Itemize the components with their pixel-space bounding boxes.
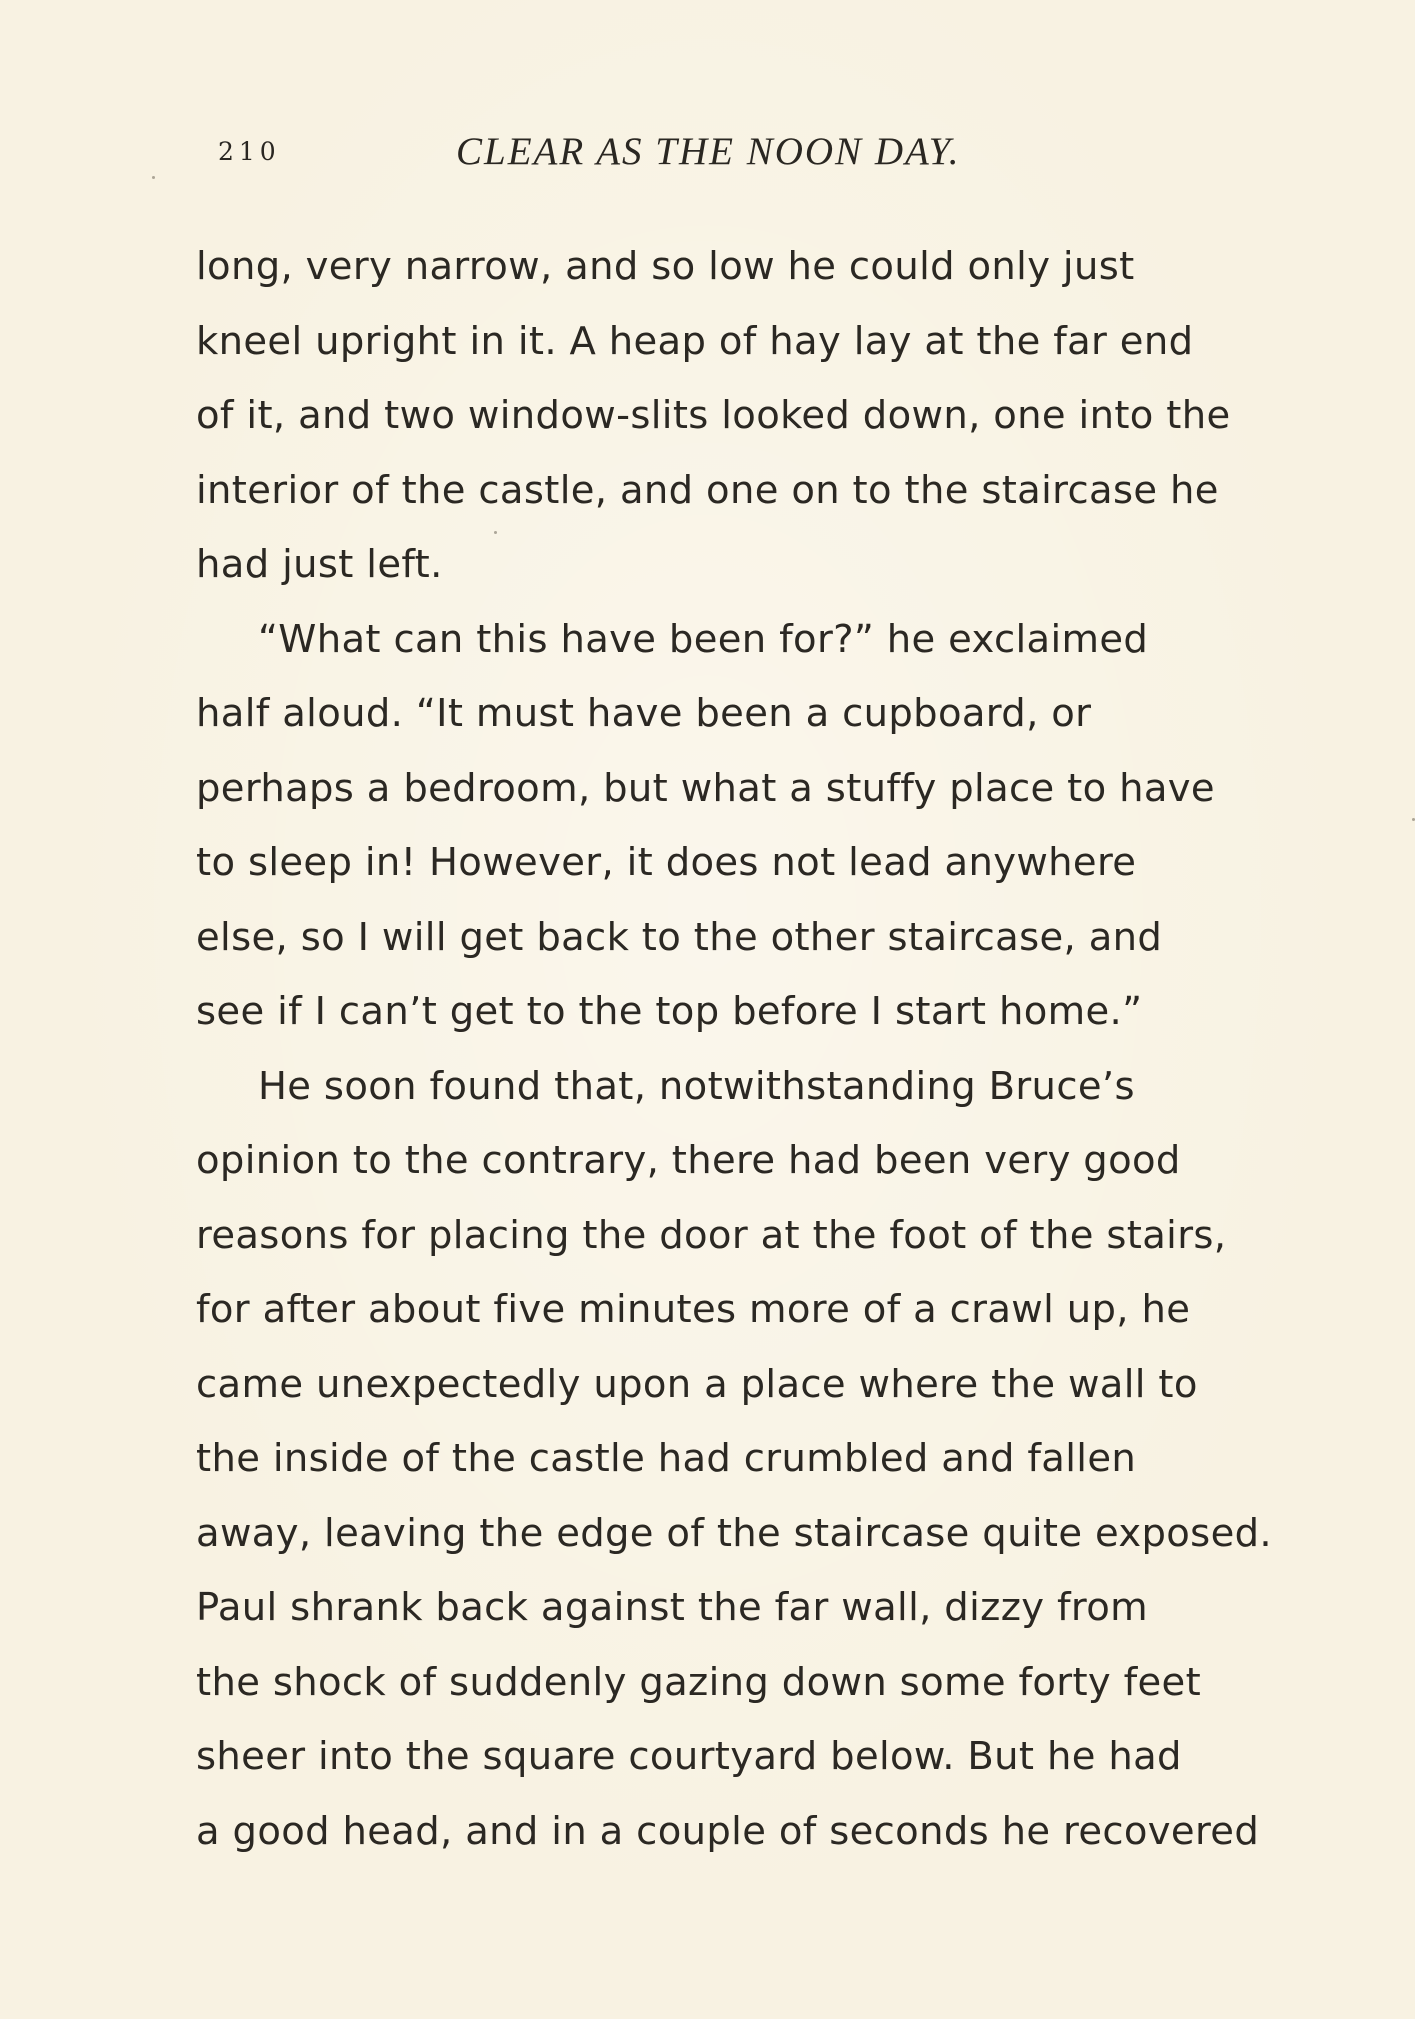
text-line: interior of the castle, and one on to the staircase he (196, 467, 1219, 513)
text-line: else, so I will get back to the other staircase, and (196, 914, 1163, 960)
text-line: kneel upright in it. A heap of hay lay at the far end (196, 318, 1194, 364)
text-line: half aloud. “It must have been a cupboard, or (196, 691, 1092, 736)
paper-speck (494, 531, 497, 534)
text-line: for after about five minutes more of a crawl up, he (196, 1287, 1191, 1332)
text-line: of it, and two window-slits looked down, one into the (196, 393, 1231, 438)
text-line: away, leaving the edge of the staircase quite exposed. (196, 1510, 1272, 1556)
text-line: long, very narrow, and so low he could only just (196, 244, 1135, 289)
text-line: Paul shrank back against the far wall, dizzy from (196, 1585, 1148, 1630)
text-line: came unexpectedly upon a place where the wall to (196, 1361, 1198, 1407)
text-line: see if I can’t get to the top before I start home.” (196, 989, 1143, 1034)
text-line: a good head, and in a couple of seconds he recovered (196, 1808, 1260, 1854)
text-line: the inside of the castle had crumbled and fallen (196, 1436, 1137, 1481)
text-line: sheer into the square courtyard below. But he had (196, 1734, 1182, 1779)
body-text (196, 230, 1316, 1869)
running-header (218, 130, 1078, 180)
paper-speck (152, 176, 155, 179)
text-line: reasons for placing the door at the foot of the stairs, (196, 1212, 1227, 1258)
text-line: opinion to the contrary, there had been very good (196, 1138, 1181, 1183)
text-line: perhaps a bedroom, but what a stuffy place to have (196, 765, 1215, 811)
text-line: had just left. (196, 542, 443, 587)
paragraph-first-line: “What can this have been for?” he exclaimed (258, 616, 1149, 662)
page-number: 210 (218, 137, 281, 166)
paragraph-first-line: He soon found that, notwithstanding Bruce’s (258, 1063, 1135, 1109)
text-line: to sleep in! However, it does not lead anywhere (196, 840, 1137, 885)
text-line: the shock of suddenly gazing down some forty feet (196, 1659, 1202, 1705)
running-title: CLEAR AS THE NOON DAY. (456, 130, 961, 173)
